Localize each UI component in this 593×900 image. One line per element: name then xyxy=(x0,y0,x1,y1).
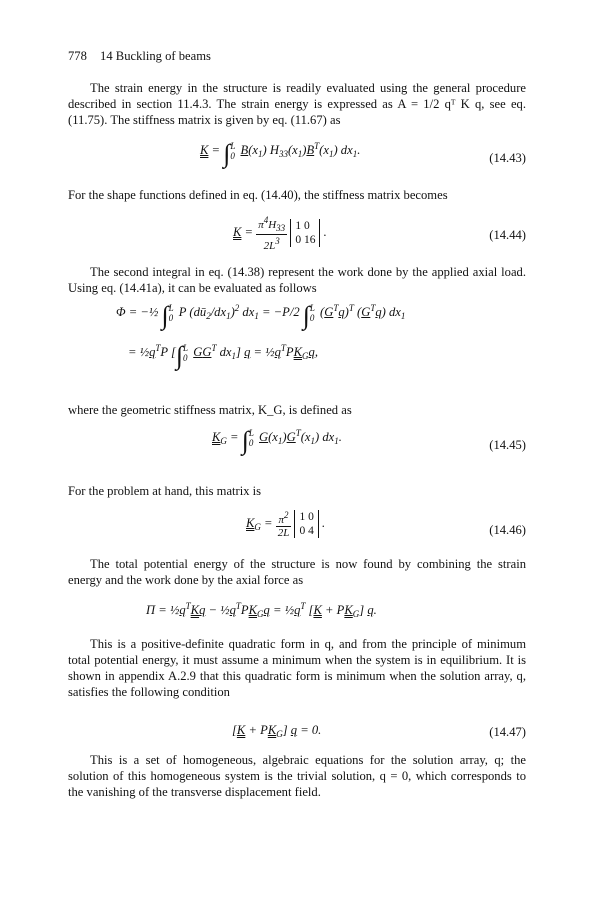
equation-14-46: $K_G$ = $\frac{\pi^2}{2L}$ 1 0 0 4 . (14.46) xyxy=(246,510,526,539)
equation-14-43: K = ∫ L 0 $B(x_1)$ $H_{33}(x_1)B^T(x_1)$ $dx_1$. (14.43) xyxy=(200,139,526,168)
equation-14-47: $[K + PK_G]$ q = 0. (14.47) xyxy=(232,723,526,739)
paragraph-6: The total potential energy of the structure is now found by combining the strain energy and the work done by the axial force as xyxy=(68,557,526,587)
equation-number: (14.43) xyxy=(489,151,526,165)
running-header xyxy=(68,48,211,64)
paragraph-1: The strain energy in the structure is readily evaluated using the general procedure described in section 11.4.3. The strain energy is expressed as A = 1/2 qᵀ K q, see eq. (11.75). The stiffness matrix is given by eq. (11.67) as xyxy=(68,81,526,127)
paragraph-4: where the geometric stiffness matrix, K_G, is defined as xyxy=(68,403,352,417)
equation-number: (14.44) xyxy=(489,228,526,242)
page-number: 778 xyxy=(68,49,87,63)
equation-number: (14.46) xyxy=(489,523,526,537)
equation-potential: $\Pi = \frac{1}{2}q^TKq$ − $\frac{1}{2}q^TPK_Gq$ = $\frac{1}{2}q^T$ $[K + PK_G]$ q. xyxy=(146,601,377,619)
paragraph-3: The second integral in eq. (14.38) represent the work done by the applied axial load. Using eq. (14.41a), it can be evaluated as follows xyxy=(68,265,526,295)
equation-14-45: $K_G$ = ∫ L 0 $G(x_1)G^T(x_1)$ $dx_1$. (14.45) xyxy=(212,426,526,455)
equation-number: (14.47) xyxy=(489,725,526,739)
paragraph-5: For the problem at hand, this matrix is xyxy=(68,484,262,498)
chapter-title: 14 Buckling of beams xyxy=(100,49,211,63)
paragraph-2: For the shape functions defined in eq. (14.40), the stiffness matrix becomes xyxy=(68,188,448,202)
equation-number: (14.45) xyxy=(489,438,526,452)
paragraph-7: This is a positive-definite quadratic form in q, and from the principle of minimum total potential energy, it must assume a minimum when the system is in equilibrium. It is shown in appendix A.2.9 that this quadratic form is minimum when the solution array, q, satisfies the following condition xyxy=(68,637,526,699)
equation-14-44: K = $\frac{\pi^4H_{33}}{2L^3}$ 1 0 0 16 . (14.44) xyxy=(233,215,526,252)
paragraph-8: This is a set of homogeneous, algebraic equations for the solution array, q; the solution of this homogeneous system is the trivial solution, q = 0, which corresponds to the vanishing of the transverse displacement field. xyxy=(68,753,526,799)
equation-work: Φ = −½ ∫ L 0 P $(dū_2/dx_1)^2$ $dx_1 = -P/2$ ∫ L 0 $(G^Tq)^T$ $(G^Tq)$ $dx_1$ = $\frac{1}{2}q^TP$ [∫ L 0 $GG^T$ $dx_1$] $q = \frac{1}{2}q^TPK_Gq$, xyxy=(116,301,406,370)
matrix-14-46: 1 0 0 4 xyxy=(294,510,318,538)
matrix-14-44: 1 0 0 16 xyxy=(290,219,320,247)
